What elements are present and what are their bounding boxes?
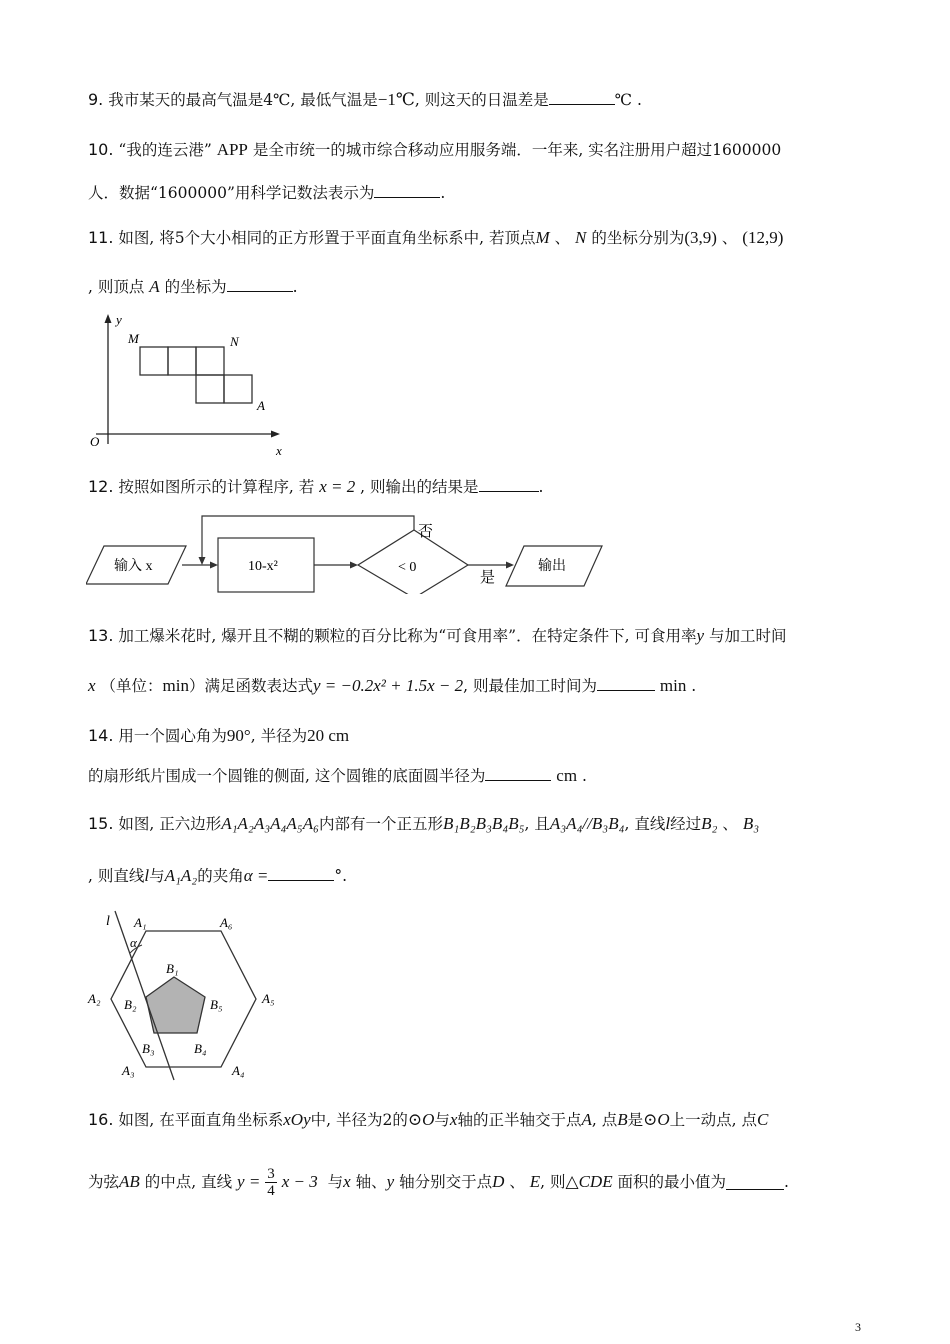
- question-text: 轴、: [355, 1173, 387, 1191]
- math-variable: C: [757, 1110, 769, 1129]
- question-text: 的扇形纸片围成一个圆锥的侧面, 这个圆锥的底面圆半径为: [88, 767, 486, 785]
- square: [140, 347, 168, 375]
- answer-blank[interactable]: [268, 866, 334, 881]
- unit: min: [162, 676, 189, 695]
- question-text: 与: [327, 1173, 344, 1191]
- no-label: 否: [418, 524, 434, 540]
- question-text: ）满足函数表达式: [188, 677, 313, 695]
- question-text: , 则输出的结果是: [360, 478, 479, 496]
- math-variable: x: [449, 1110, 458, 1129]
- question-text: .: [440, 184, 446, 202]
- squares-grid-figure: [86, 310, 296, 460]
- question-10-line2: [88, 183, 445, 203]
- question-text: , 则最佳加工时间为: [463, 677, 597, 695]
- question-10: [88, 140, 781, 160]
- question-11-line2: [88, 277, 298, 297]
- question-text: 如图, 正六边形: [118, 815, 222, 833]
- question-text: , 则这天的日温差是: [414, 91, 549, 109]
- question-9: [88, 90, 642, 110]
- question-text: 的中点, 直线: [144, 1173, 233, 1191]
- question-text: , 直线: [624, 815, 666, 833]
- point-a-label: A: [257, 398, 265, 413]
- math-expression: A₃A₄//B₃B₄: [549, 814, 625, 833]
- arrow-right-icon: [506, 562, 514, 569]
- question-text: 、: [554, 229, 571, 247]
- math-expression: y =: [237, 1172, 261, 1191]
- question-text: 按照如图所示的计算程序, 若: [118, 478, 315, 496]
- question-number: 13.: [88, 626, 114, 645]
- vertex-b5-label: B₅: [210, 997, 223, 1012]
- page-number: 3: [855, 1320, 861, 1334]
- question-text: 人．数据“1600000”用科学记数法表示为: [88, 184, 375, 202]
- alpha-label: α: [130, 935, 137, 950]
- question-text: 我市某天的最高气温是4℃, 最低气温是: [108, 91, 378, 109]
- question-16: [88, 1110, 768, 1130]
- arrow-right-icon: [210, 562, 218, 569]
- yes-label: 是: [480, 570, 496, 586]
- vertex-b2-label: B₂: [124, 997, 137, 1012]
- hexagon-pentagon-figure: [86, 905, 296, 1085]
- vertex-b1-label: B₁: [166, 961, 179, 976]
- math-variable: E: [529, 1172, 541, 1191]
- math-expression: α =: [243, 866, 269, 885]
- question-text: , 点: [591, 1111, 618, 1129]
- math-variable: y: [386, 1172, 395, 1191]
- math-variable: B₃: [742, 814, 760, 833]
- math-expression: APP: [216, 140, 248, 159]
- question-11: [88, 228, 783, 248]
- math-variable: l: [665, 814, 671, 833]
- calc-label: 10-x²: [248, 559, 278, 574]
- y-axis-label: y: [116, 312, 122, 327]
- question-text: 面积的最小值为: [617, 1173, 727, 1191]
- question-text: , 半径为: [250, 727, 308, 745]
- question-15-line2: [88, 866, 347, 886]
- question-text: 加工爆米花时, 爆开且不糊的颗粒的百分比称为“可食用率”．在特定条件下, 可食用率: [118, 627, 697, 645]
- question-text: , 且: [524, 815, 550, 833]
- question-text: （单位：: [100, 677, 163, 695]
- question-number: 15.: [88, 814, 114, 833]
- math-expression: x = 2: [319, 477, 356, 496]
- question-number: 12.: [88, 477, 114, 496]
- vertex-a2-label: A₂: [88, 991, 101, 1006]
- math-expression: y = −0.2x² + 1.5x − 2: [312, 676, 464, 695]
- math-variable: D: [492, 1172, 505, 1191]
- math-expression: xOy: [283, 1110, 311, 1129]
- math-expression: −1℃: [377, 90, 415, 109]
- math-expression: A₁A₂A₃A₄A₅A₆: [221, 814, 320, 833]
- fraction-numerator: 3: [267, 1165, 275, 1182]
- math-expression: A₁A₂: [164, 866, 198, 885]
- math-variable: B₂: [701, 814, 718, 833]
- question-number: 16.: [88, 1110, 114, 1129]
- question-12: [88, 477, 543, 497]
- math-expression: ⊙O: [407, 1110, 435, 1129]
- answer-blank[interactable]: [227, 277, 293, 292]
- question-text: .: [784, 1173, 789, 1191]
- math-variable: x: [343, 1172, 351, 1191]
- question-text: 与: [149, 867, 165, 885]
- vertex-b3-label: B₃: [142, 1041, 155, 1056]
- math-variable: A: [581, 1110, 592, 1129]
- question-text: 为弦: [88, 1173, 120, 1191]
- arrow-right-icon: [350, 562, 358, 569]
- question-text: .: [582, 767, 587, 785]
- fraction-denominator: 4: [267, 1182, 275, 1199]
- question-14: [88, 726, 349, 746]
- vertex-a5-label: A₅: [262, 991, 275, 1006]
- arrow-up-icon: [105, 314, 112, 323]
- question-text: 的坐标分别为: [591, 229, 685, 247]
- origin-label: O: [90, 434, 100, 449]
- math-variable: M: [535, 228, 550, 247]
- question-text: “我的连云港”: [118, 141, 212, 159]
- vertex-a1-label: A₁: [134, 915, 147, 930]
- question-14-line2: [88, 766, 587, 786]
- condition-label: < 0: [398, 560, 417, 575]
- math-expression: (12,9): [742, 228, 784, 247]
- vertex-b4-label: B₄: [194, 1041, 207, 1056]
- math-variable: l: [144, 866, 150, 885]
- square: [196, 347, 224, 375]
- question-text: 是全市统一的城市综合移动应用服务端．一年来, 实名注册用户超过1600000: [252, 141, 782, 159]
- fraction: [265, 1166, 277, 1199]
- math-variable: B: [617, 1110, 628, 1129]
- question-text: .: [538, 478, 544, 496]
- question-number: 9.: [88, 90, 104, 109]
- math-expression: x − 3: [281, 1172, 318, 1191]
- question-15: [88, 814, 759, 834]
- point-n-label: N: [230, 334, 239, 349]
- question-text: .: [292, 278, 298, 296]
- math-expression: B₁B₂B₃B₄B₅: [443, 814, 525, 833]
- unit: min: [659, 676, 687, 695]
- flowchart-figure: [86, 510, 606, 594]
- answer-blank[interactable]: [549, 90, 615, 105]
- answer-blank[interactable]: [479, 477, 539, 492]
- math-expression: AB: [119, 1172, 140, 1191]
- question-text: 是: [627, 1111, 644, 1129]
- question-text: 的坐标为: [164, 278, 227, 296]
- question-text: 如图, 在平面直角坐标系: [118, 1111, 284, 1129]
- math-expression: △CDE: [565, 1172, 613, 1191]
- question-text: °.: [334, 867, 348, 885]
- input-label: 输入 x: [114, 559, 153, 574]
- question-text: 与: [434, 1111, 450, 1129]
- question-text: 中, 半径为2的: [310, 1111, 408, 1129]
- x-axis-label: x: [276, 443, 282, 458]
- question-number: 11.: [88, 228, 114, 247]
- vertex-a3-label: A₃: [122, 1063, 135, 1078]
- arrow-down-icon: [199, 557, 206, 565]
- square: [224, 375, 252, 403]
- question-text: 轴的正半轴交于点: [457, 1111, 582, 1129]
- square: [196, 375, 224, 403]
- question-text: 经过: [670, 815, 702, 833]
- answer-blank[interactable]: [374, 183, 440, 198]
- math-variable: y: [696, 626, 704, 645]
- vertex-a6-label: A₆: [220, 915, 233, 930]
- point-m-label: M: [128, 331, 139, 346]
- question-text: 、: [509, 1173, 525, 1191]
- question-text: 内部有一个正五形: [319, 815, 444, 833]
- question-text: 上一动点, 点: [669, 1111, 757, 1129]
- question-13: [88, 626, 786, 646]
- question-text: 用一个圆心角为: [118, 727, 227, 745]
- question-13-line2: [88, 676, 696, 696]
- unit: cm: [556, 766, 578, 785]
- question-text: 如图, 将5个大小相同的正方形置于平面直角坐标系中, 若顶点: [118, 229, 536, 247]
- answer-blank[interactable]: [597, 676, 655, 691]
- question-number: 10.: [88, 140, 114, 159]
- answer-blank[interactable]: [485, 766, 551, 781]
- output-label: 输出: [538, 559, 566, 574]
- question-text: ℃ .: [614, 91, 642, 109]
- question-text: , 则直线: [88, 867, 145, 885]
- line-l-label: l: [106, 914, 110, 929]
- question-16-line2: [88, 1162, 789, 1202]
- math-expression: ⊙O: [643, 1110, 670, 1129]
- answer-blank[interactable]: [726, 1175, 784, 1190]
- question-text: , 则顶点: [88, 278, 145, 296]
- math-expression: (3,9): [684, 228, 717, 247]
- arrow-right-icon: [271, 431, 280, 438]
- question-number: 14.: [88, 726, 114, 745]
- math-expression: 20 cm: [307, 726, 350, 745]
- math-expression: 90°: [226, 726, 251, 745]
- question-text: 、: [722, 815, 738, 833]
- math-variable: A: [149, 277, 160, 296]
- question-text: 轴分别交于点: [399, 1173, 493, 1191]
- question-text: 的夹角: [197, 867, 244, 885]
- square: [168, 347, 196, 375]
- question-text: , 则: [540, 1173, 566, 1191]
- question-text: 与加工时间: [708, 627, 787, 645]
- math-variable: N: [575, 228, 587, 247]
- vertex-a4-label: A₄: [232, 1063, 245, 1078]
- question-text: 、: [721, 229, 738, 247]
- question-text: .: [691, 677, 697, 695]
- math-variable: x: [88, 676, 96, 695]
